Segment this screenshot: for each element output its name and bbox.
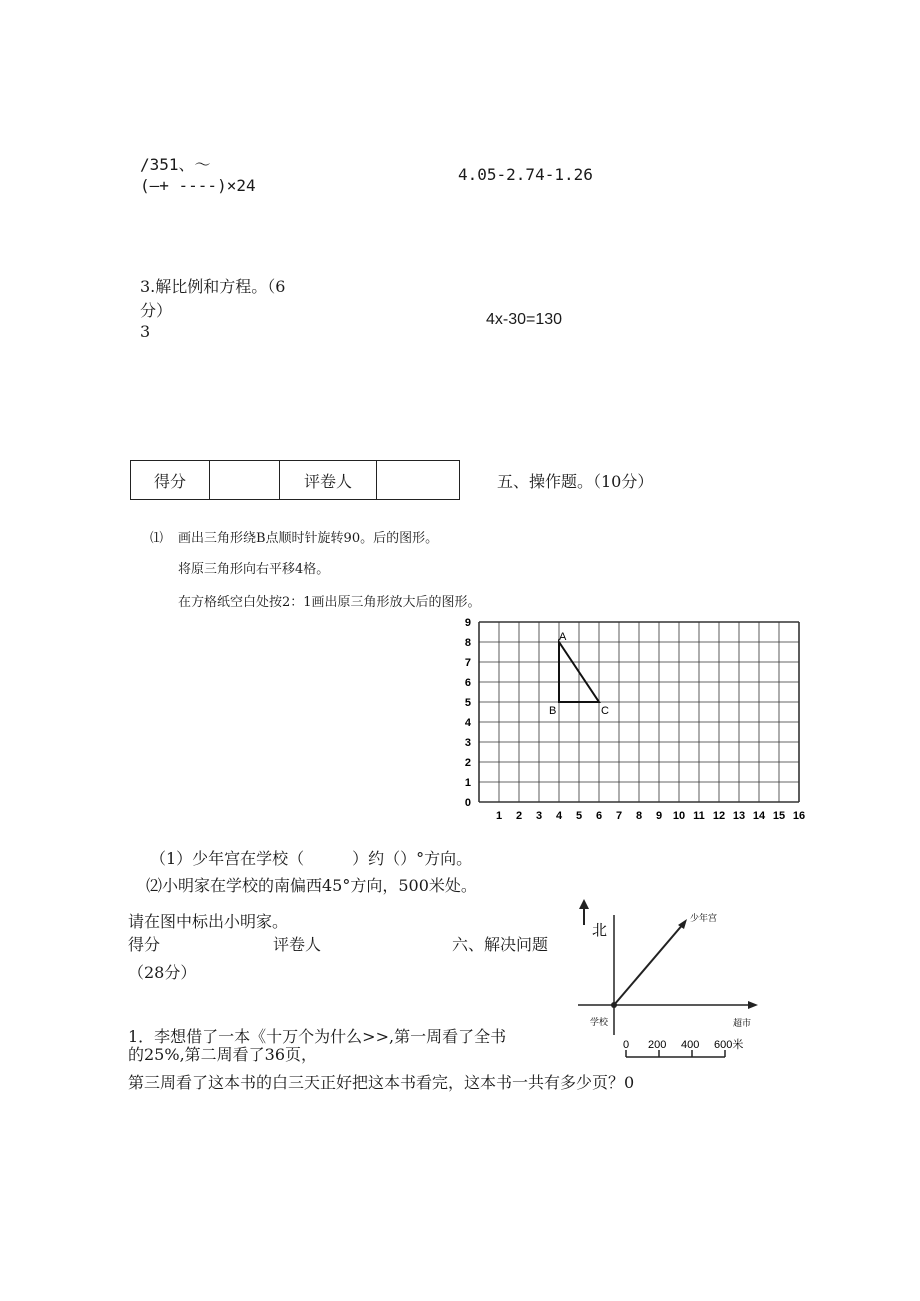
section3-title-line1: 3.解比例和方程。（6 xyxy=(140,277,286,296)
coordinate-grid xyxy=(455,614,815,826)
section6-title: 六、解决问题 xyxy=(452,935,549,954)
scale-label-0: 0 xyxy=(623,1039,630,1051)
item1-number: ⑴ xyxy=(150,531,164,546)
grid-lines xyxy=(479,622,799,802)
direction-question-3: 请在图中标出小明家。 xyxy=(128,912,289,931)
x-tick-label: 1 xyxy=(495,810,503,822)
item2-text: 将原三角形向右平移4格。 xyxy=(178,562,330,577)
score-table xyxy=(130,460,460,500)
calc-line-2: (—+ ----)×24 xyxy=(140,176,256,195)
supermarket-label: 超市 xyxy=(733,1018,752,1028)
grader-label-cell: 评卷人 xyxy=(280,461,377,499)
y-tick-label: 9 xyxy=(464,617,471,629)
vertex-label-c: C xyxy=(601,705,609,717)
grader-value-cell[interactable] xyxy=(377,461,459,499)
east-arrowhead-icon xyxy=(748,1001,758,1009)
north-label: 北 xyxy=(592,922,608,939)
y-tick-label: 4 xyxy=(464,717,471,729)
problem1-line2: 的25%,第二周看了36页， xyxy=(128,1045,318,1064)
x-tick-label: 9 xyxy=(655,810,663,822)
vertex-label-b: B xyxy=(549,705,557,717)
section6-score-label: 得分 xyxy=(128,935,161,954)
x-tick-label: 13 xyxy=(732,810,746,822)
section3-line3: 3 xyxy=(140,322,151,341)
y-tick-label: 1 xyxy=(464,777,471,789)
section5-title: 五、操作题。（10分） xyxy=(497,472,654,491)
equation-text: 4x-30=130 xyxy=(486,311,563,328)
y-tick-label: 7 xyxy=(464,657,471,669)
youth-palace-ray xyxy=(614,923,684,1005)
school-point xyxy=(611,1002,617,1008)
x-tick-label: 4 xyxy=(555,810,563,822)
school-label: 学校 xyxy=(590,1017,609,1027)
x-tick-label: 15 xyxy=(772,810,786,822)
y-axis-ticks xyxy=(465,617,472,809)
score-value-cell[interactable] xyxy=(210,461,280,499)
y-tick-label: 5 xyxy=(464,697,471,709)
scale-label-600: 600米 xyxy=(714,1039,744,1051)
direction-map xyxy=(570,895,760,1065)
section6-points: （28分） xyxy=(128,963,197,982)
y-tick-label: 8 xyxy=(464,637,471,649)
x-tick-label: 2 xyxy=(515,810,523,822)
vertex-label-a: A xyxy=(559,631,567,643)
section6-grader-label: 评卷人 xyxy=(273,935,322,954)
y-tick-label: 3 xyxy=(464,737,471,749)
x-tick-label: 5 xyxy=(575,810,583,822)
calc-right-expression: 4.05-2.74-1.26 xyxy=(458,165,593,184)
problem1-line1: 1．李想借了一本《十万个为什么>>,第一周看了全书 xyxy=(128,1027,507,1046)
north-arrowhead-icon xyxy=(579,899,589,909)
scale-label-200: 200 xyxy=(648,1039,667,1051)
score-label-cell: 得分 xyxy=(131,461,210,499)
calc-line-1: /351、～ xyxy=(140,155,211,174)
x-tick-label: 14 xyxy=(752,810,766,822)
item1-text: 画出三角形绕B点顺时针旋转90。后的图形。 xyxy=(178,531,439,546)
youth-palace-label: 少年宫 xyxy=(690,913,718,923)
x-axis-ticks xyxy=(496,810,805,822)
x-tick-label: 12 xyxy=(712,810,726,822)
y-tick-label: 0 xyxy=(464,797,471,809)
x-tick-label: 11 xyxy=(693,810,705,822)
direction-question-1: （1）少年宫在学校（ ）约（）°方向。 xyxy=(150,849,473,868)
y-tick-label: 2 xyxy=(464,757,471,769)
y-tick-label: 6 xyxy=(464,677,471,689)
x-tick-label: 10 xyxy=(672,810,686,822)
x-tick-label: 7 xyxy=(615,810,623,822)
problem1-line3: 第三周看了这本书的白三天正好把这本书看完，这本书一共有多少页？0 xyxy=(128,1073,635,1092)
x-tick-label: 6 xyxy=(595,810,603,822)
x-tick-label: 16 xyxy=(792,810,806,822)
scale-label-400: 400 xyxy=(681,1039,700,1051)
x-tick-label: 3 xyxy=(535,810,543,822)
direction-question-2: ⑵小明家在学校的南偏西45°方向，500米处。 xyxy=(146,876,477,895)
item3-text: 在方格纸空白处按2：1画出原三角形放大后的图形。 xyxy=(178,595,481,610)
x-tick-label: 8 xyxy=(635,810,643,822)
section3-title-line2: 分） xyxy=(140,301,173,320)
